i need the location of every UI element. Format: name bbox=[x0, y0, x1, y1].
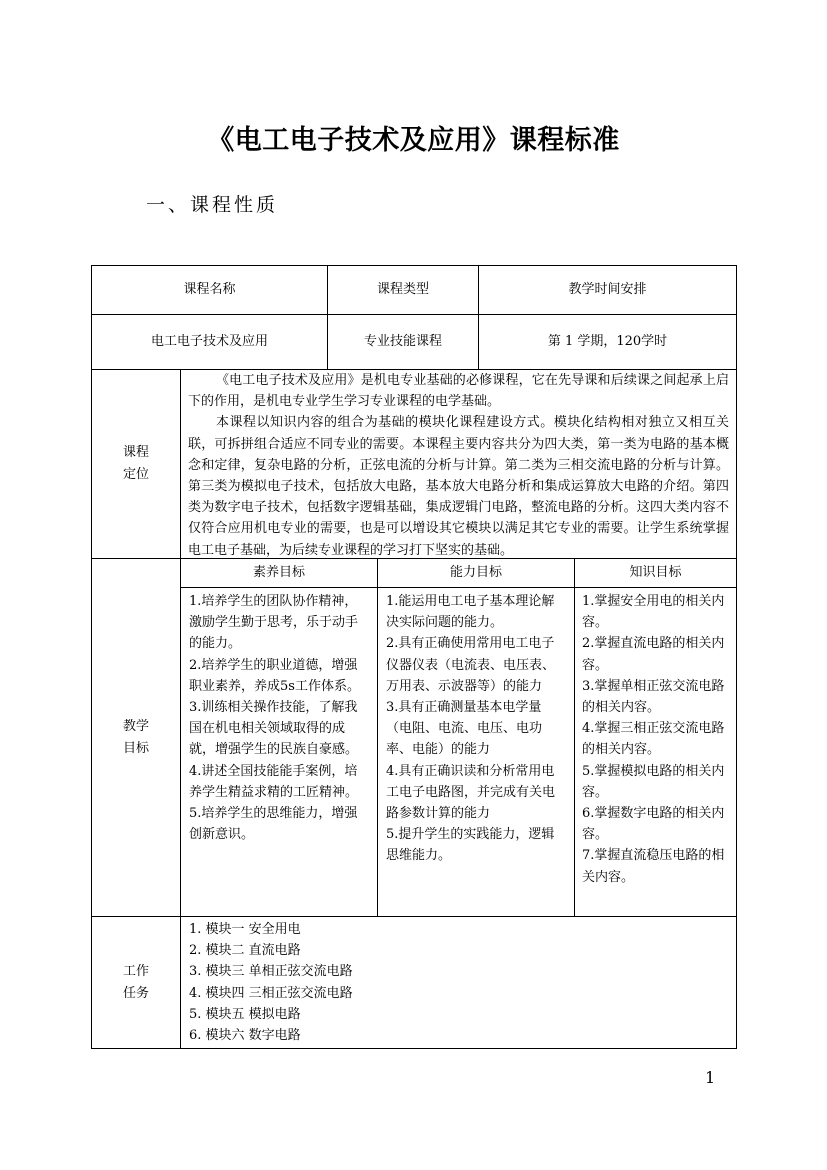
quality-item: 2.培养学生的职业道德，增强职业素养，养成5s工作体系。 bbox=[189, 657, 360, 694]
section-heading: 一、课程性质 bbox=[146, 194, 279, 216]
objectives-label bbox=[91, 558, 181, 917]
header-course-name: 课程名称 bbox=[91, 265, 328, 315]
positioning-label bbox=[91, 369, 181, 559]
knowledge-item: 4.掌握三相正弦交流电路的相关内容。 bbox=[582, 721, 725, 758]
task-item: 2. 模块二 直流电路 bbox=[189, 943, 301, 959]
knowledge-item: 6.掌握数字电路的相关内容。 bbox=[582, 806, 725, 843]
knowledge-objectives bbox=[574, 587, 737, 917]
knowledge-item: 7.掌握直流稳压电路的相关内容。 bbox=[582, 848, 725, 885]
document-title: 《电工电子技术及应用》课程标准 bbox=[207, 125, 620, 156]
tasks-label-line1: 工作 bbox=[122, 963, 149, 979]
header-schedule: 教学时间安排 bbox=[478, 265, 737, 315]
positioning-content bbox=[180, 369, 737, 559]
quality-header: 素养目标 bbox=[180, 558, 378, 588]
tasks-content bbox=[180, 916, 737, 1049]
knowledge-item: 3.掌握单相正弦交流电路的相关内容。 bbox=[582, 678, 725, 716]
positioning-paragraph: 本课程以知识内容的组合为基础的模块化课程建设方式。模块化结构相对独立又相互关联，可拆拼组合适应不同专业的需要。本课程主要内容共分为四大类，第一类为电路的基本概念和定律，复杂电路的分析，正弦电流的分析与计算。第二类为三相交流电路的分析与计算。第三类为模拟电子技术，包括放大电路，基本放大电路分析和集成运算放大电路的介绍。第四类为数字电子技术，包括数字逻辑基础，集成逻辑门电路，整流电路的分析。这四大类内容不仅符合应用机电专业的需要，也是可以增设其它模块以满足其它专业的需要。让学生系统掌握电工电子基础，为后续专业课程的学习打下坚实的基础。 bbox=[188, 415, 729, 558]
ability-header: 能力目标 bbox=[377, 558, 575, 588]
task-item: 6. 模块六 数字电路 bbox=[189, 1028, 301, 1044]
course-name-value: 电工电子技术及应用 bbox=[91, 314, 328, 370]
positioning-label-line1: 课程 bbox=[122, 445, 149, 460]
tasks-label-line2: 任务 bbox=[122, 985, 149, 1001]
ability-item: 4.具有正确识读和分析常用电工电子电路图，并完成有关电路参数计算的能力 bbox=[386, 763, 556, 822]
ability-item: 1.能运用电工电子基本理论解决实际问题的能力。 bbox=[386, 594, 555, 631]
page-number: 1 bbox=[705, 1068, 716, 1087]
quality-objectives bbox=[180, 587, 378, 917]
knowledge-item: 1.掌握安全用电的相关内容。 bbox=[582, 594, 725, 631]
course-type-value: 专业技能课程 bbox=[327, 314, 479, 370]
quality-item: 4.讲述全国技能能手案例，培养学生精益求精的工匠精神。 bbox=[189, 763, 359, 800]
task-item: 5. 模块五 模拟电路 bbox=[189, 1006, 301, 1022]
knowledge-item: 2.掌握直流电路的相关内容。 bbox=[582, 636, 725, 673]
ability-item: 3.具有正确测量基本电学量（电阻、电流、电压、电功率、电能）的能力 bbox=[386, 700, 543, 758]
ability-item: 5.提升学生的实践能力，逻辑思维能力。 bbox=[386, 827, 555, 864]
knowledge-header: 知识目标 bbox=[574, 558, 737, 588]
knowledge-item: 5.掌握模拟电路的相关内容。 bbox=[582, 763, 725, 800]
schedule-value: 第 1 学期，120学时 bbox=[478, 314, 737, 370]
objectives-label-line2: 目标 bbox=[122, 740, 149, 756]
ability-objectives bbox=[377, 587, 575, 917]
positioning-paragraph: 《电工电子技术及应用》是机电专业基础的必修课程，它在先导课和后续课之间起承上启下的作用，是机电专业学生学习专业课程的电学基础。 bbox=[188, 373, 729, 410]
task-item: 3. 模块三 单相正弦交流电路 bbox=[189, 964, 353, 980]
quality-item: 1.培养学生的团队协作精神，激励学生勤于思考，乐于动手的能力。 bbox=[189, 594, 359, 652]
task-item: 1. 模块一 安全用电 bbox=[189, 922, 301, 937]
header-course-type: 课程类型 bbox=[327, 265, 479, 315]
task-item: 4. 模块四 三相正弦交流电路 bbox=[189, 985, 353, 1001]
objectives-label-line1: 教学 bbox=[122, 718, 149, 734]
quality-item: 5.培养学生的思维能力，增强创新意识。 bbox=[189, 806, 358, 843]
tasks-label bbox=[91, 916, 181, 1049]
quality-item: 3.训练相关操作技能，了解我国在机电相关领域取得的成就，增强学生的民族自豪感。 bbox=[189, 700, 359, 758]
ability-item: 2.具有正确使用常用电工电子仪器仪表（电流表、电压表、万用表、示波器等）的能力 bbox=[386, 636, 556, 694]
positioning-label-line2: 定位 bbox=[122, 467, 149, 482]
